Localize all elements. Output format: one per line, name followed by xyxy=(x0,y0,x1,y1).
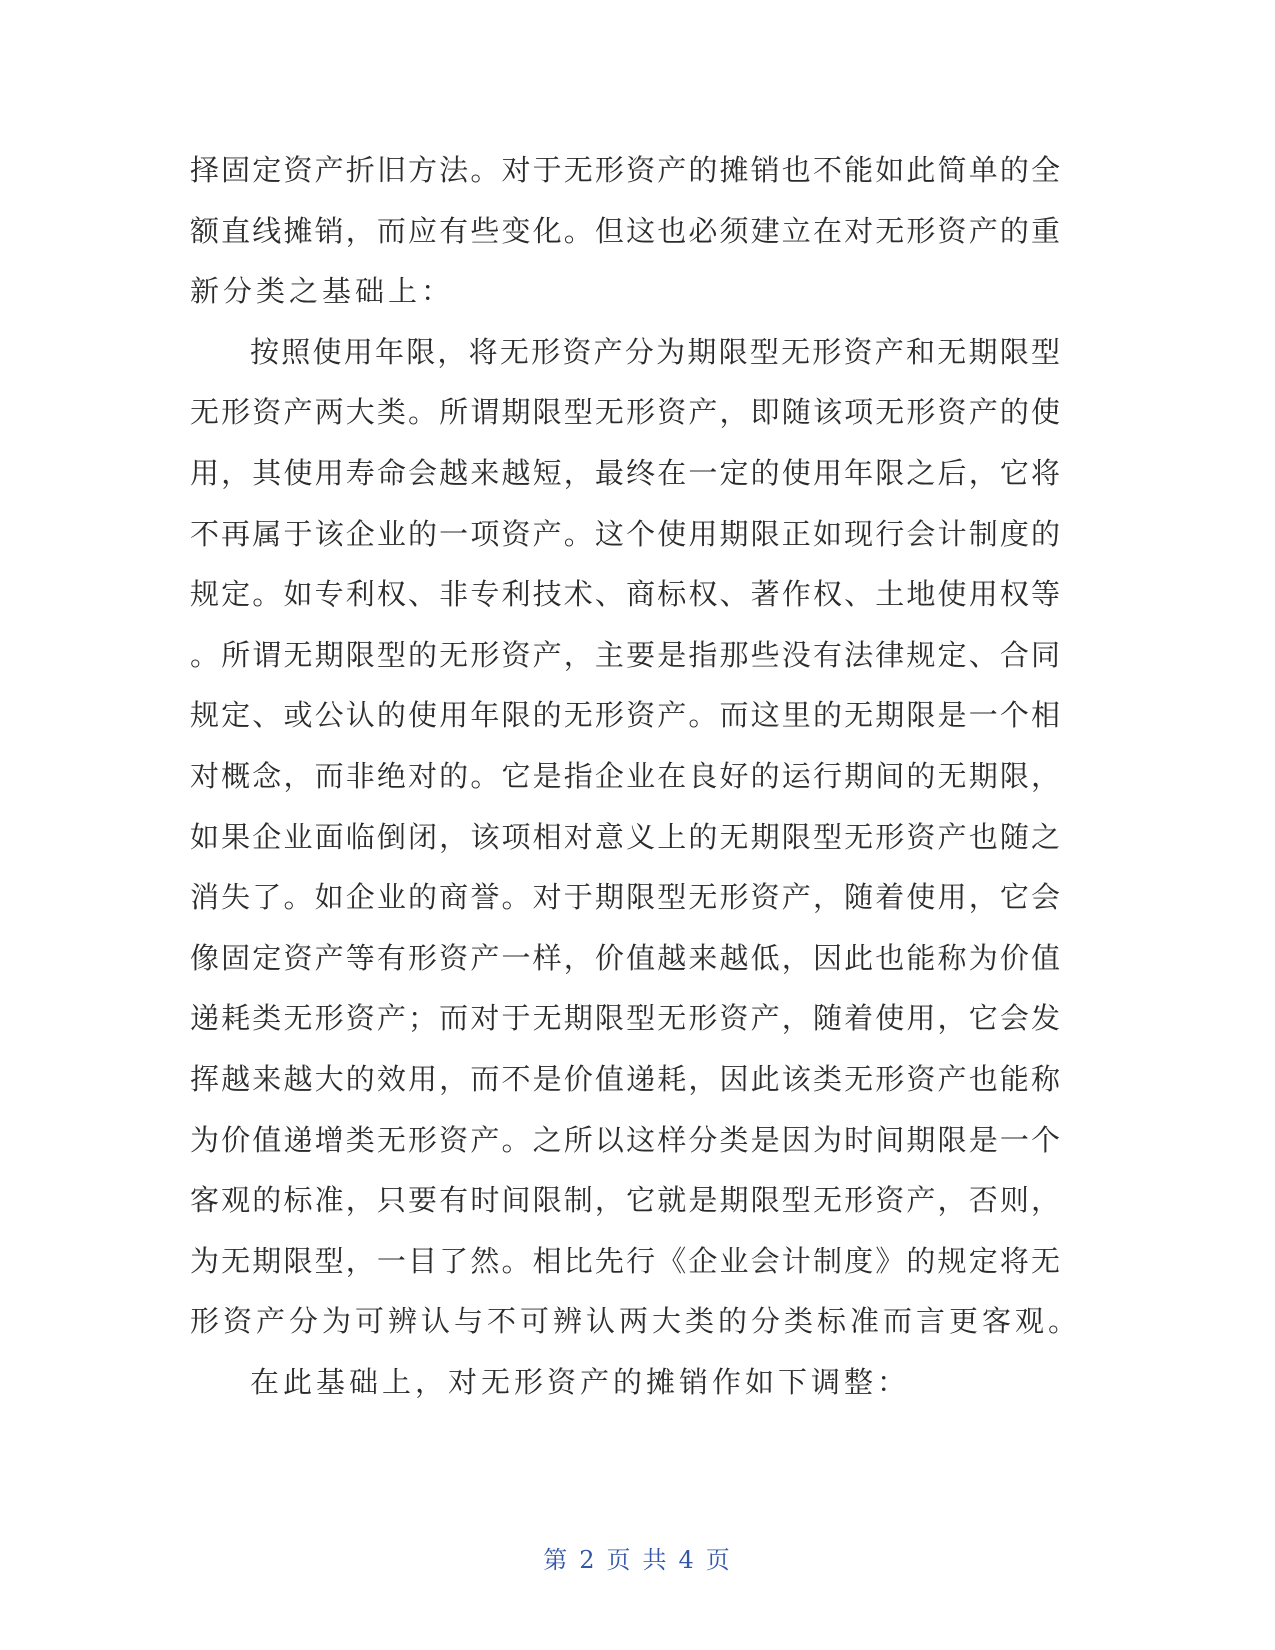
text-line-20: 形资产分为可辨认与不可辨认两大类的分类标准而言更客观。 xyxy=(190,1304,1082,1339)
text-line-9: 。所谓无期限型的无形资产，主要是指那些没有法律规定、合同 xyxy=(190,637,1060,672)
text-line-15: 递耗类无形资产；而对于无期限型无形资产，随着使用，它会发 xyxy=(190,1001,1060,1036)
footer-suffix: 页 xyxy=(705,1546,732,1574)
page-number-footer xyxy=(0,1540,1275,1575)
text-line-10: 规定、或公认的使用年限的无形资产。而这里的无期限是一个相 xyxy=(190,698,1060,733)
text-line-13: 消失了。如企业的商誉。对于期限型无形资产，随着使用，它会 xyxy=(190,880,1060,915)
text-line-11: 对概念，而非绝对的。它是指企业在良好的运行期间的无期限， xyxy=(190,758,1060,793)
text-line-1: 择固定资产折旧方法。对于无形资产的摊销也不能如此简单的全 xyxy=(190,153,1060,187)
text-line-4: 按照使用年限，将无形资产分为期限型无形资产和无期限型 xyxy=(250,334,1060,369)
footer-total-pages: 4 xyxy=(678,1546,696,1574)
text-line-17: 为价值递增类无形资产。之所以这样分类是因为时间期限是一个 xyxy=(190,1122,1060,1157)
text-line-2: 额直线摊销，而应有些变化。但这也必须建立在对无形资产的重 xyxy=(190,213,1060,248)
text-line-18: 客观的标准，只要有时间限制，它就是期限型无形资产，否则， xyxy=(190,1183,1060,1218)
footer-page-word: 页 xyxy=(606,1546,633,1574)
text-line-12: 如果企业面临倒闭，该项相对意义上的无期限型无形资产也随之 xyxy=(190,819,1060,854)
text-line-19: 为无期限型，一目了然。相比先行《企业会计制度》的规定将无 xyxy=(190,1243,1060,1278)
text-line-21: 在此基础上，对无形资产的摊销作如下调整： xyxy=(250,1364,911,1399)
text-line-16: 挥越来越大的效用，而不是价值递耗，因此该类无形资产也能称 xyxy=(190,1061,1060,1096)
text-line-8: 规定。如专利权、非专利技术、商标权、著作权、土地使用权等 xyxy=(190,577,1060,612)
document-body xyxy=(190,140,1082,1412)
text-line-14: 像固定资产等有形资产一样，价值越来越低，因此也能称为价值 xyxy=(190,940,1060,975)
text-line-7: 不再属于该企业的一项资产。这个使用期限正如现行会计制度的 xyxy=(190,516,1060,551)
footer-prefix: 第 xyxy=(543,1546,570,1574)
text-line-3: 新分类之基础上： xyxy=(190,274,455,309)
text-line-6: 用，其使用寿命会越来越短，最终在一定的使用年限之后，它将 xyxy=(190,455,1060,490)
text-line-5: 无形资产两大类。所谓期限型无形资产，即随该项无形资产的使 xyxy=(190,395,1060,430)
footer-current-page: 2 xyxy=(579,1546,597,1574)
footer-total-word: 共 xyxy=(642,1546,669,1574)
